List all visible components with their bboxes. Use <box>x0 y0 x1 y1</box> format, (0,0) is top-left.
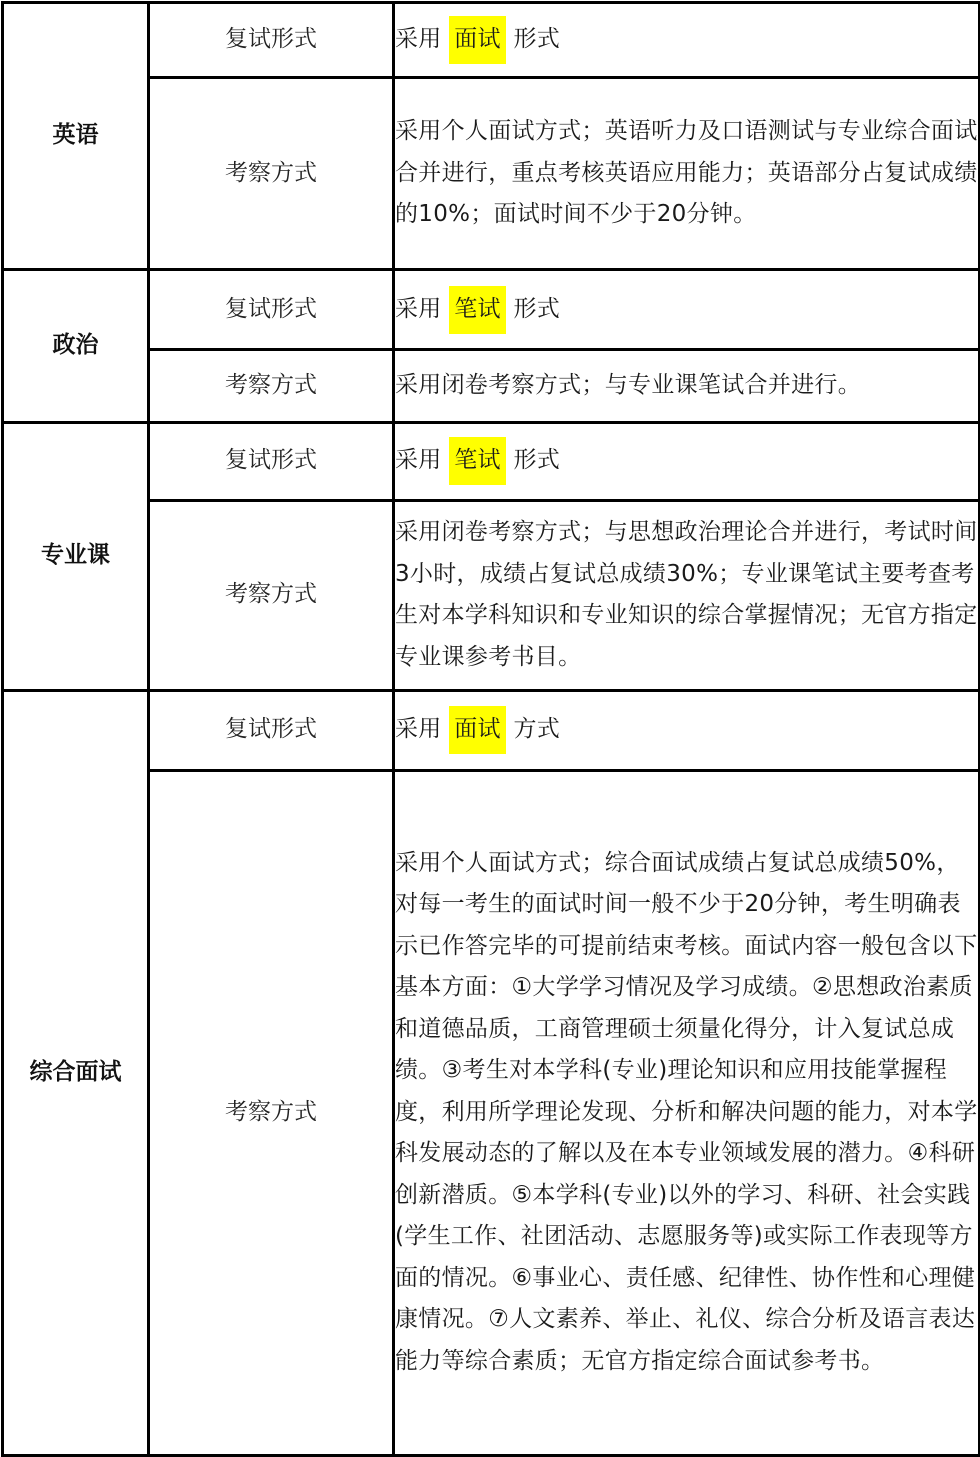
form-highlight: 笔试 <box>449 437 506 485</box>
table-row <box>3 770 980 1455</box>
form-label: 复试形式 <box>149 3 394 78</box>
form-prefix: 采用 <box>395 295 442 322</box>
form-prefix: 采用 <box>395 26 442 53</box>
method-label: 考察方式 <box>149 500 394 690</box>
method-label: 考察方式 <box>149 770 394 1455</box>
form-highlight: 面试 <box>449 16 506 64</box>
form-highlight: 笔试 <box>449 286 506 334</box>
form-value <box>394 3 980 78</box>
form-label: 复试形式 <box>149 422 394 500</box>
form-prefix: 采用 <box>395 716 442 743</box>
table-row <box>3 78 980 270</box>
form-highlight: 面试 <box>449 706 506 754</box>
subject-cell-politics: 政治 <box>3 270 149 423</box>
table-row <box>3 350 980 423</box>
table-row <box>3 690 980 770</box>
method-label: 考察方式 <box>149 78 394 270</box>
subject-cell-major-course: 专业课 <box>3 422 149 690</box>
table-row <box>3 3 980 78</box>
exam-requirements-table <box>1 1 980 1457</box>
form-prefix: 采用 <box>395 447 442 474</box>
form-value <box>394 270 980 350</box>
method-label: 考察方式 <box>149 350 394 423</box>
method-text: 采用个人面试方式；英语听力及口语测试与专业综合面试合并进行，重点考核英语应用能力；英语部分占复试成绩的10%；面试时间不少于20分钟。 <box>394 78 980 270</box>
method-text: 采用个人面试方式；综合面试成绩占复试总成绩50%，对每一考生的面试时间一般不少于20分钟，考生明确表示已作答完毕的可提前结束考核。面试内容一般包含以下基本方面：①大学学习情况及学习成绩。②思想政治素质和道德品质，工商管理硕士须量化得分，计入复试总成绩。③考生对本学科(专业)理论知识和应用技能掌握程度，利用所学理论发现、分析和解决问题的能力，对本学科发展动态的了解以及在本专业领域发展的潜力。④科研创新潜质。⑤本学科(专业)以外的学习、科研、社会实践(学生工作、社团活动、志愿服务等)或实际工作表现等方面的情况。⑥事业心、责任感、纪律性、协作性和心理健康情况。⑦人文素养、举止、礼仪、综合分析及语言表达能力等综合素质；无官方指定综合面试参考书。 <box>394 770 980 1455</box>
form-value <box>394 690 980 770</box>
subject-cell-comprehensive-interview: 综合面试 <box>3 690 149 1455</box>
form-suffix: 形式 <box>513 26 561 53</box>
form-label: 复试形式 <box>149 690 394 770</box>
form-suffix: 形式 <box>513 447 561 474</box>
table-row <box>3 422 980 500</box>
table-row <box>3 500 980 690</box>
form-value <box>394 422 980 500</box>
form-suffix: 形式 <box>513 295 561 322</box>
method-text: 采用闭卷考察方式；与专业课笔试合并进行。 <box>394 350 980 423</box>
form-suffix: 方式 <box>513 716 561 743</box>
form-label: 复试形式 <box>149 270 394 350</box>
table-row <box>3 270 980 350</box>
subject-cell-english: 英语 <box>3 3 149 270</box>
method-text: 采用闭卷考察方式；与思想政治理论合并进行，考试时间3小时，成绩占复试总成绩30%；专业课笔试主要考查考生对本学科知识和专业知识的综合掌握情况；无官方指定专业课参考书目。 <box>394 500 980 690</box>
